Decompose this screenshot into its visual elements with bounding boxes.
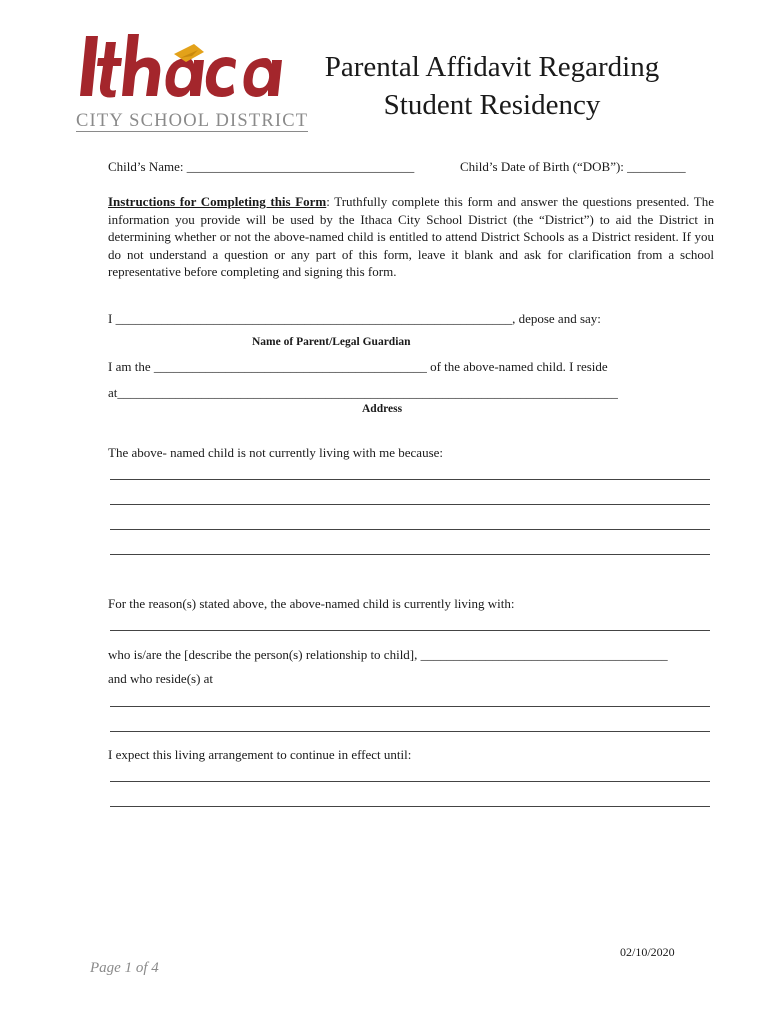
form-revision-date: 02/10/2020 [620,945,675,959]
title-line-2: Student Residency [383,89,601,121]
title-line-1: Parental Affidavit Regarding [324,51,660,83]
instructions-body: : Truthfully complete this form and answer the questions presented. The information you provide will be used by the Ithaca City School District (the “District”) to aid the District in determining whether or not the above-named child is entitled to attend District Schools as a District resident. If you do not understand a question or any part of this form, leave it blank and ask for clarification from a school representative before completing and signing this form. [108,194,715,280]
living-with-answer-line[interactable] [110,630,710,631]
reside-answer-line-2[interactable] [110,731,710,732]
instructions-paragraph [108,193,714,281]
answer-line-4[interactable] [110,554,710,555]
expect-answer-line-1[interactable] [110,781,710,782]
expect-question: I expect this living arrangement to continue in effect until: [108,747,412,762]
not-living-question: The above- named child is not currently living with me because: [108,445,444,460]
reside-at-question: and who reside(s) at [108,671,214,686]
answer-line-1[interactable] [110,479,710,480]
answer-line-2[interactable] [110,504,710,505]
child-dob-field[interactable]: Child’s Date of Birth (“DOB”): _________ [460,159,686,174]
child-name-field[interactable]: Child’s Name: ___________________________________ [108,159,415,174]
guardian-name-field[interactable]: I _____________________________________________________________, depose and say: [108,311,601,326]
address-caption: Address [362,403,403,415]
form-title [312,48,672,124]
address-field[interactable]: at_____________________________________________________________________________ [108,385,618,400]
district-logo [76,22,316,108]
expect-answer-line-2[interactable] [110,806,710,807]
reside-answer-line-1[interactable] [110,706,710,707]
guardian-name-caption: Name of Parent/Legal Guardian [252,336,411,348]
relationship-field[interactable]: I am the __________________________________________ of the above-named child. I reside [108,359,608,374]
relationship-question[interactable]: who is/are the [describe the person(s) relationship to child], ______________________________________ [108,647,668,662]
instructions-heading: Instructions for Completing this Form [108,194,327,209]
ithaca-logo-mark [76,22,316,108]
logo-underline [76,131,308,132]
living-with-question: For the reason(s) stated above, the above-named child is currently living with: [108,596,515,611]
logo-subtitle: CITY SCHOOL DISTRICT [76,111,309,131]
page-number: Page 1 of 4 [90,960,159,976]
answer-line-3[interactable] [110,529,710,530]
